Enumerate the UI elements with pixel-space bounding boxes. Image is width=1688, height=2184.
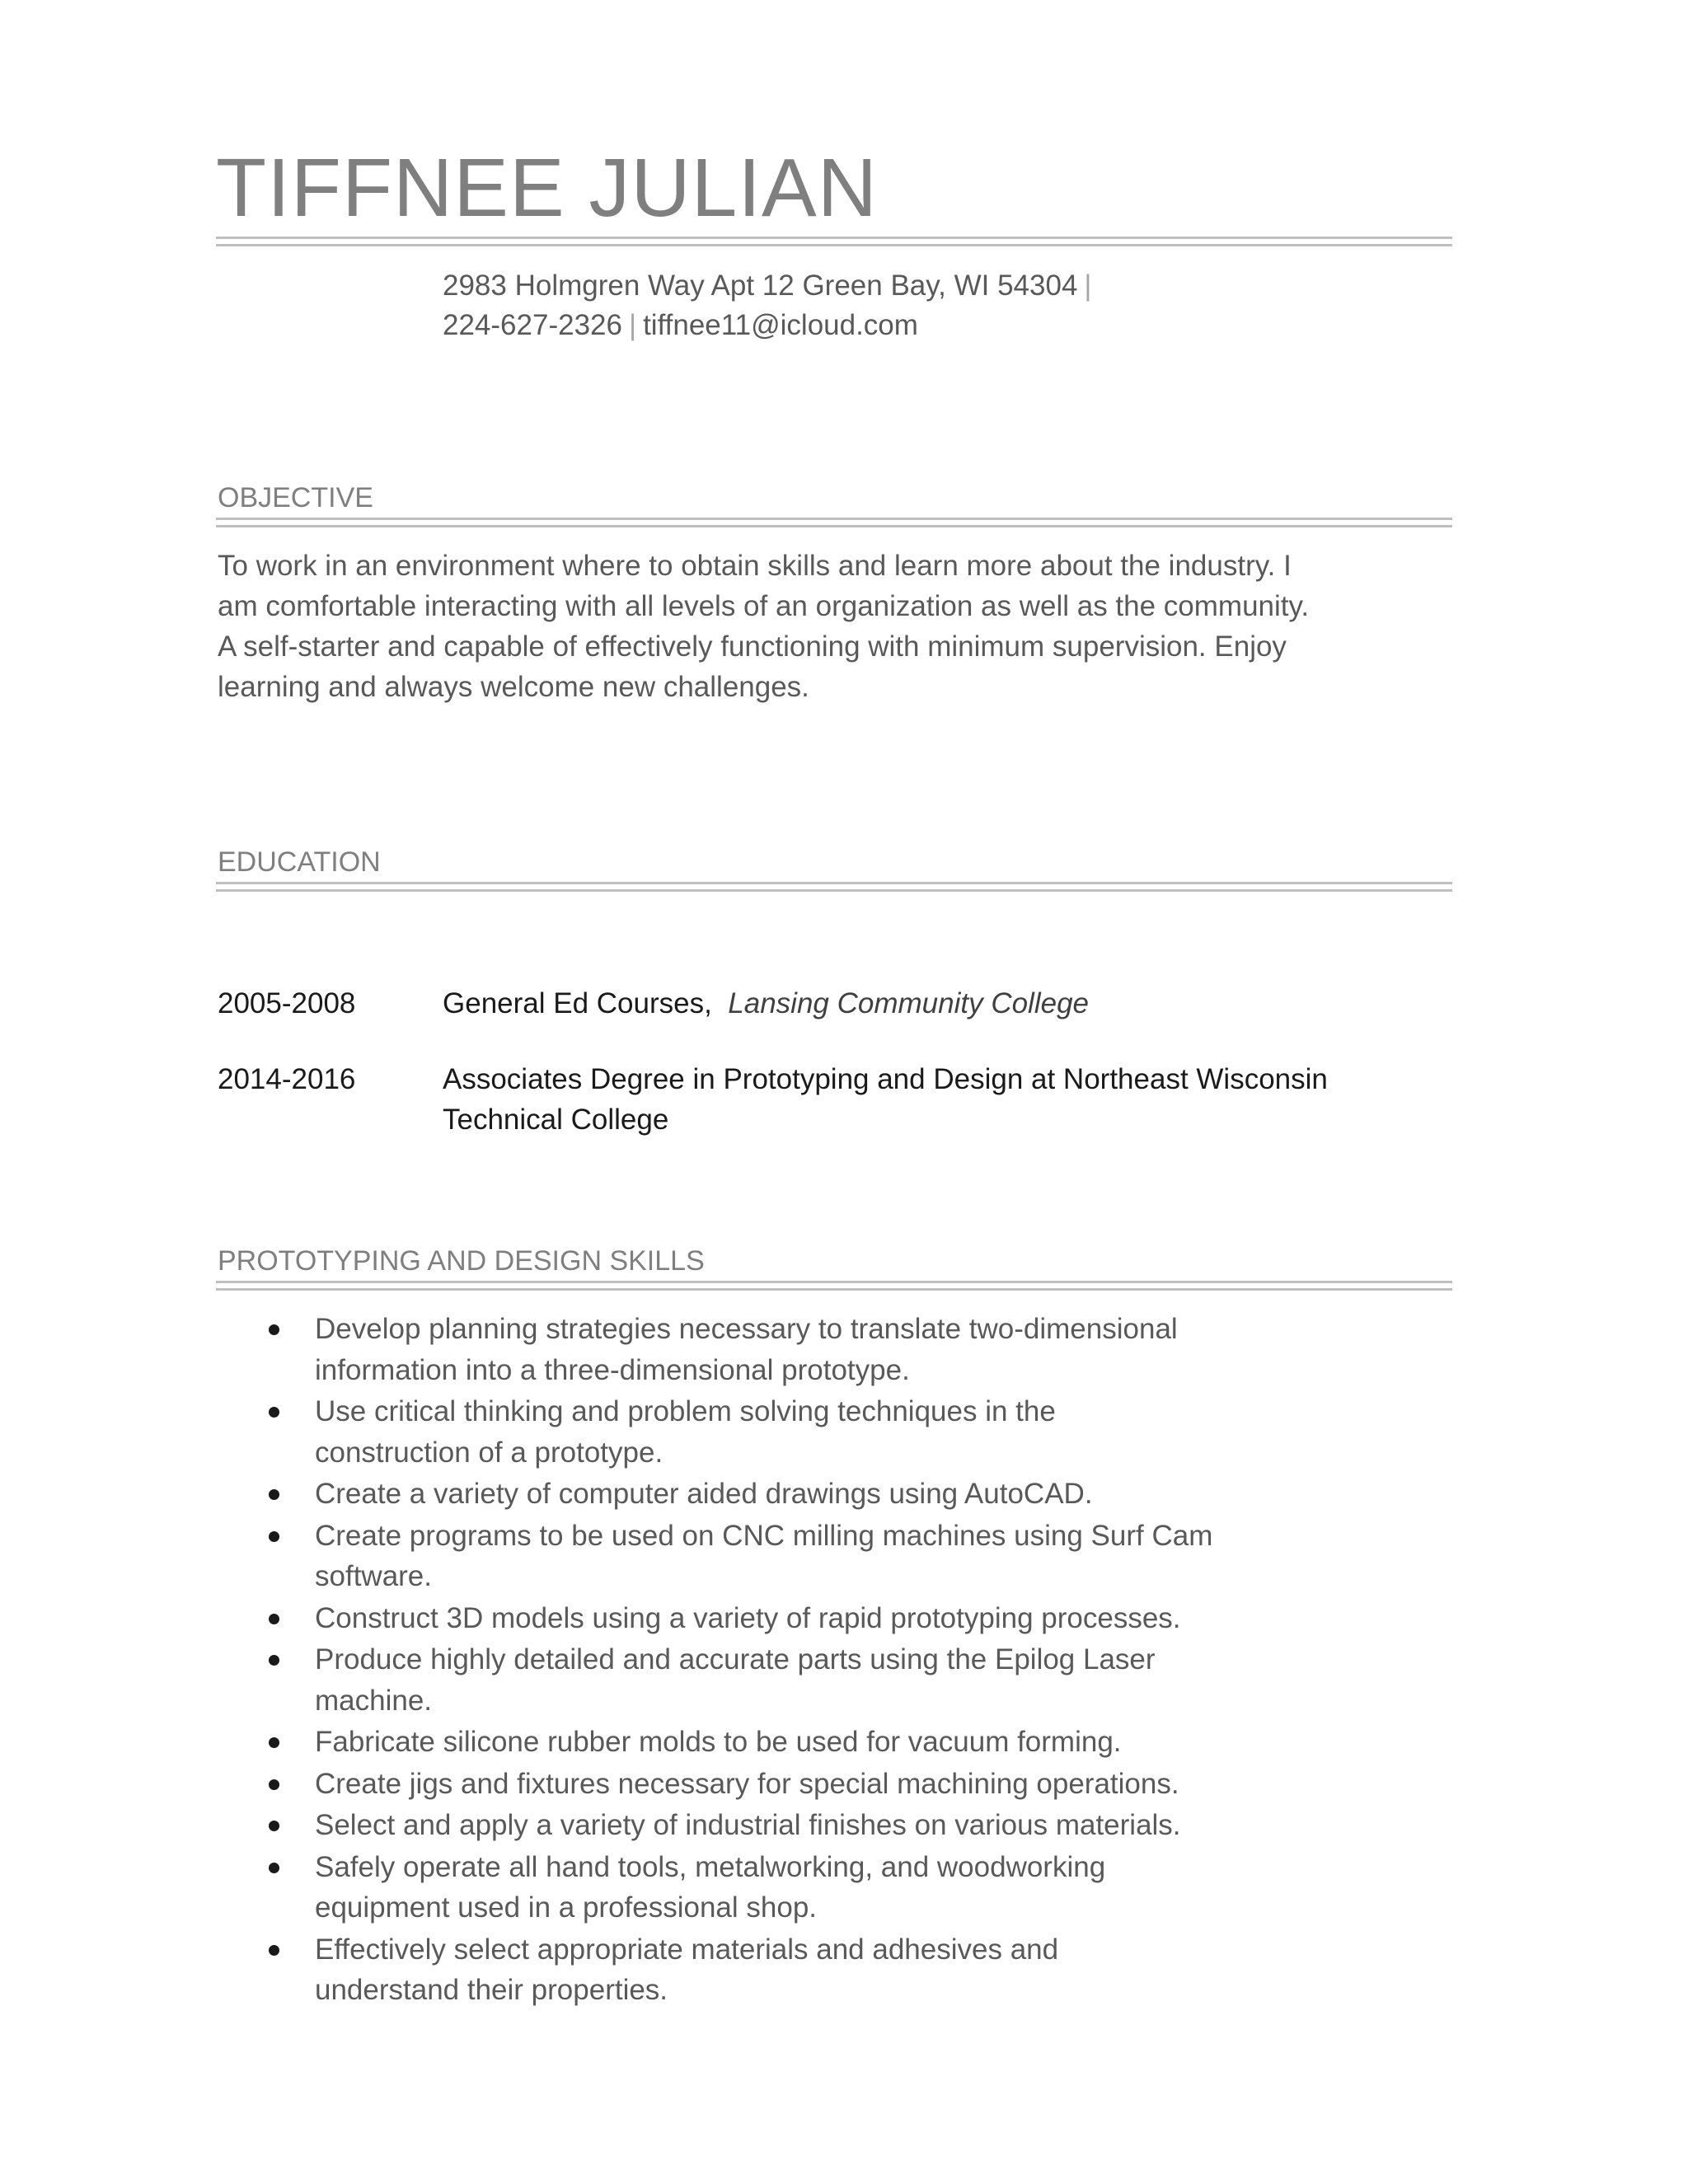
education-details [443, 983, 1432, 1024]
bullet-icon [269, 1407, 279, 1418]
objective-divider [216, 518, 1452, 527]
bullet-icon [269, 1737, 279, 1748]
skill-text: construction of a prototype. [315, 1436, 663, 1469]
contact-address-line [443, 266, 1099, 306]
skill-item [264, 1309, 1212, 1390]
contact-phone-email-line [443, 306, 1099, 345]
objective-heading: OBJECTIVE [218, 482, 373, 513]
education-details [443, 1059, 1432, 1140]
education-program: General Ed Courses, [443, 987, 712, 1019]
objective-text [218, 546, 1421, 707]
skill-text: Select and apply a variety of industrial finishes on various materials. [315, 1809, 1181, 1841]
skill-item [264, 1722, 1212, 1763]
bullet-icon [269, 1489, 279, 1500]
skill-text: Safely operate all hand tools, metalworking, and woodworking [315, 1850, 1106, 1883]
education-years: 2005-2008 [218, 987, 356, 1019]
bullet-icon [269, 1531, 279, 1542]
skill-item [264, 1474, 1212, 1515]
contact-block [443, 266, 1099, 345]
skill-text: Develop planning strategies necessary to translate two-dimensional [315, 1313, 1178, 1345]
email-address: tiffnee11@icloud.com [643, 309, 918, 341]
education-divider [216, 882, 1452, 892]
education-line: Associates Degree in Prototyping and Design at Northeast Wisconsin [443, 1063, 1328, 1095]
skills-divider [216, 1281, 1452, 1291]
skill-text: understand their properties. [315, 1974, 668, 2006]
skill-item [264, 1847, 1212, 1929]
skill-text: information into a three-dimensional prototype. [315, 1353, 910, 1386]
education-heading: EDUCATION [218, 846, 381, 878]
skill-text: equipment used in a professional shop. [315, 1891, 818, 1924]
education-years: 2014-2016 [218, 1063, 356, 1095]
skill-text: machine. [315, 1684, 433, 1717]
skill-item [264, 1391, 1212, 1473]
skill-text: Use critical thinking and problem solving techniques in the [315, 1395, 1056, 1427]
bullet-icon [269, 1821, 279, 1831]
name-divider [216, 237, 1452, 246]
skill-item [264, 1598, 1212, 1639]
objective-line: learning and always welcome new challenges. [218, 671, 809, 703]
skill-item [264, 1516, 1212, 1597]
bullet-icon [269, 1614, 279, 1624]
bullet-icon [269, 1655, 279, 1666]
objective-line: To work in an environment where to obtain skills and learn more about the industry. I [218, 550, 1292, 582]
skill-text: Produce highly detailed and accurate parts using the Epilog Laser [315, 1643, 1156, 1675]
bullet-icon [269, 1945, 279, 1956]
objective-line: am comfortable interacting with all levels of an organization as well as the community. [218, 590, 1310, 622]
bullet-icon [269, 1863, 279, 1873]
skill-item [264, 1929, 1212, 2011]
resume-name: TIFFNEE JULIAN [216, 142, 878, 234]
education-school: Lansing Community College [728, 987, 1090, 1019]
objective-line: A self-starter and capable of effectively functioning with minimum supervision. Enjoy [218, 630, 1287, 663]
education-line: Technical College [443, 1104, 669, 1136]
contact-separator: | [628, 309, 637, 341]
skills-list [264, 1309, 1212, 2012]
skill-text: Fabricate silicone rubber molds to be used for vacuum forming. [315, 1726, 1122, 1758]
bullet-icon [269, 1324, 279, 1335]
skill-text: software. [315, 1560, 432, 1592]
address: 2983 Holmgren Way Apt 12 Green Bay, WI 54304 [443, 269, 1078, 302]
skill-text: Construct 3D models using a variety of rapid prototyping processes. [315, 1601, 1181, 1634]
skill-item [264, 1639, 1212, 1721]
skill-text: Create programs to be used on CNC milling machines using Surf Cam [315, 1519, 1213, 1552]
skill-item [264, 1805, 1212, 1846]
phone-number: 224-627-2326 [443, 309, 622, 341]
skill-text: Create jigs and fixtures necessary for special machining operations. [315, 1767, 1179, 1800]
skills-heading: PROTOTYPING AND DESIGN SKILLS [218, 1245, 705, 1277]
skill-item [264, 1764, 1212, 1805]
skill-text: Create a variety of computer aided drawings using AutoCAD. [315, 1478, 1093, 1510]
skill-text: Effectively select appropriate materials and adhesives and [315, 1933, 1059, 1966]
contact-separator: | [1084, 269, 1092, 302]
bullet-icon [269, 1779, 279, 1790]
